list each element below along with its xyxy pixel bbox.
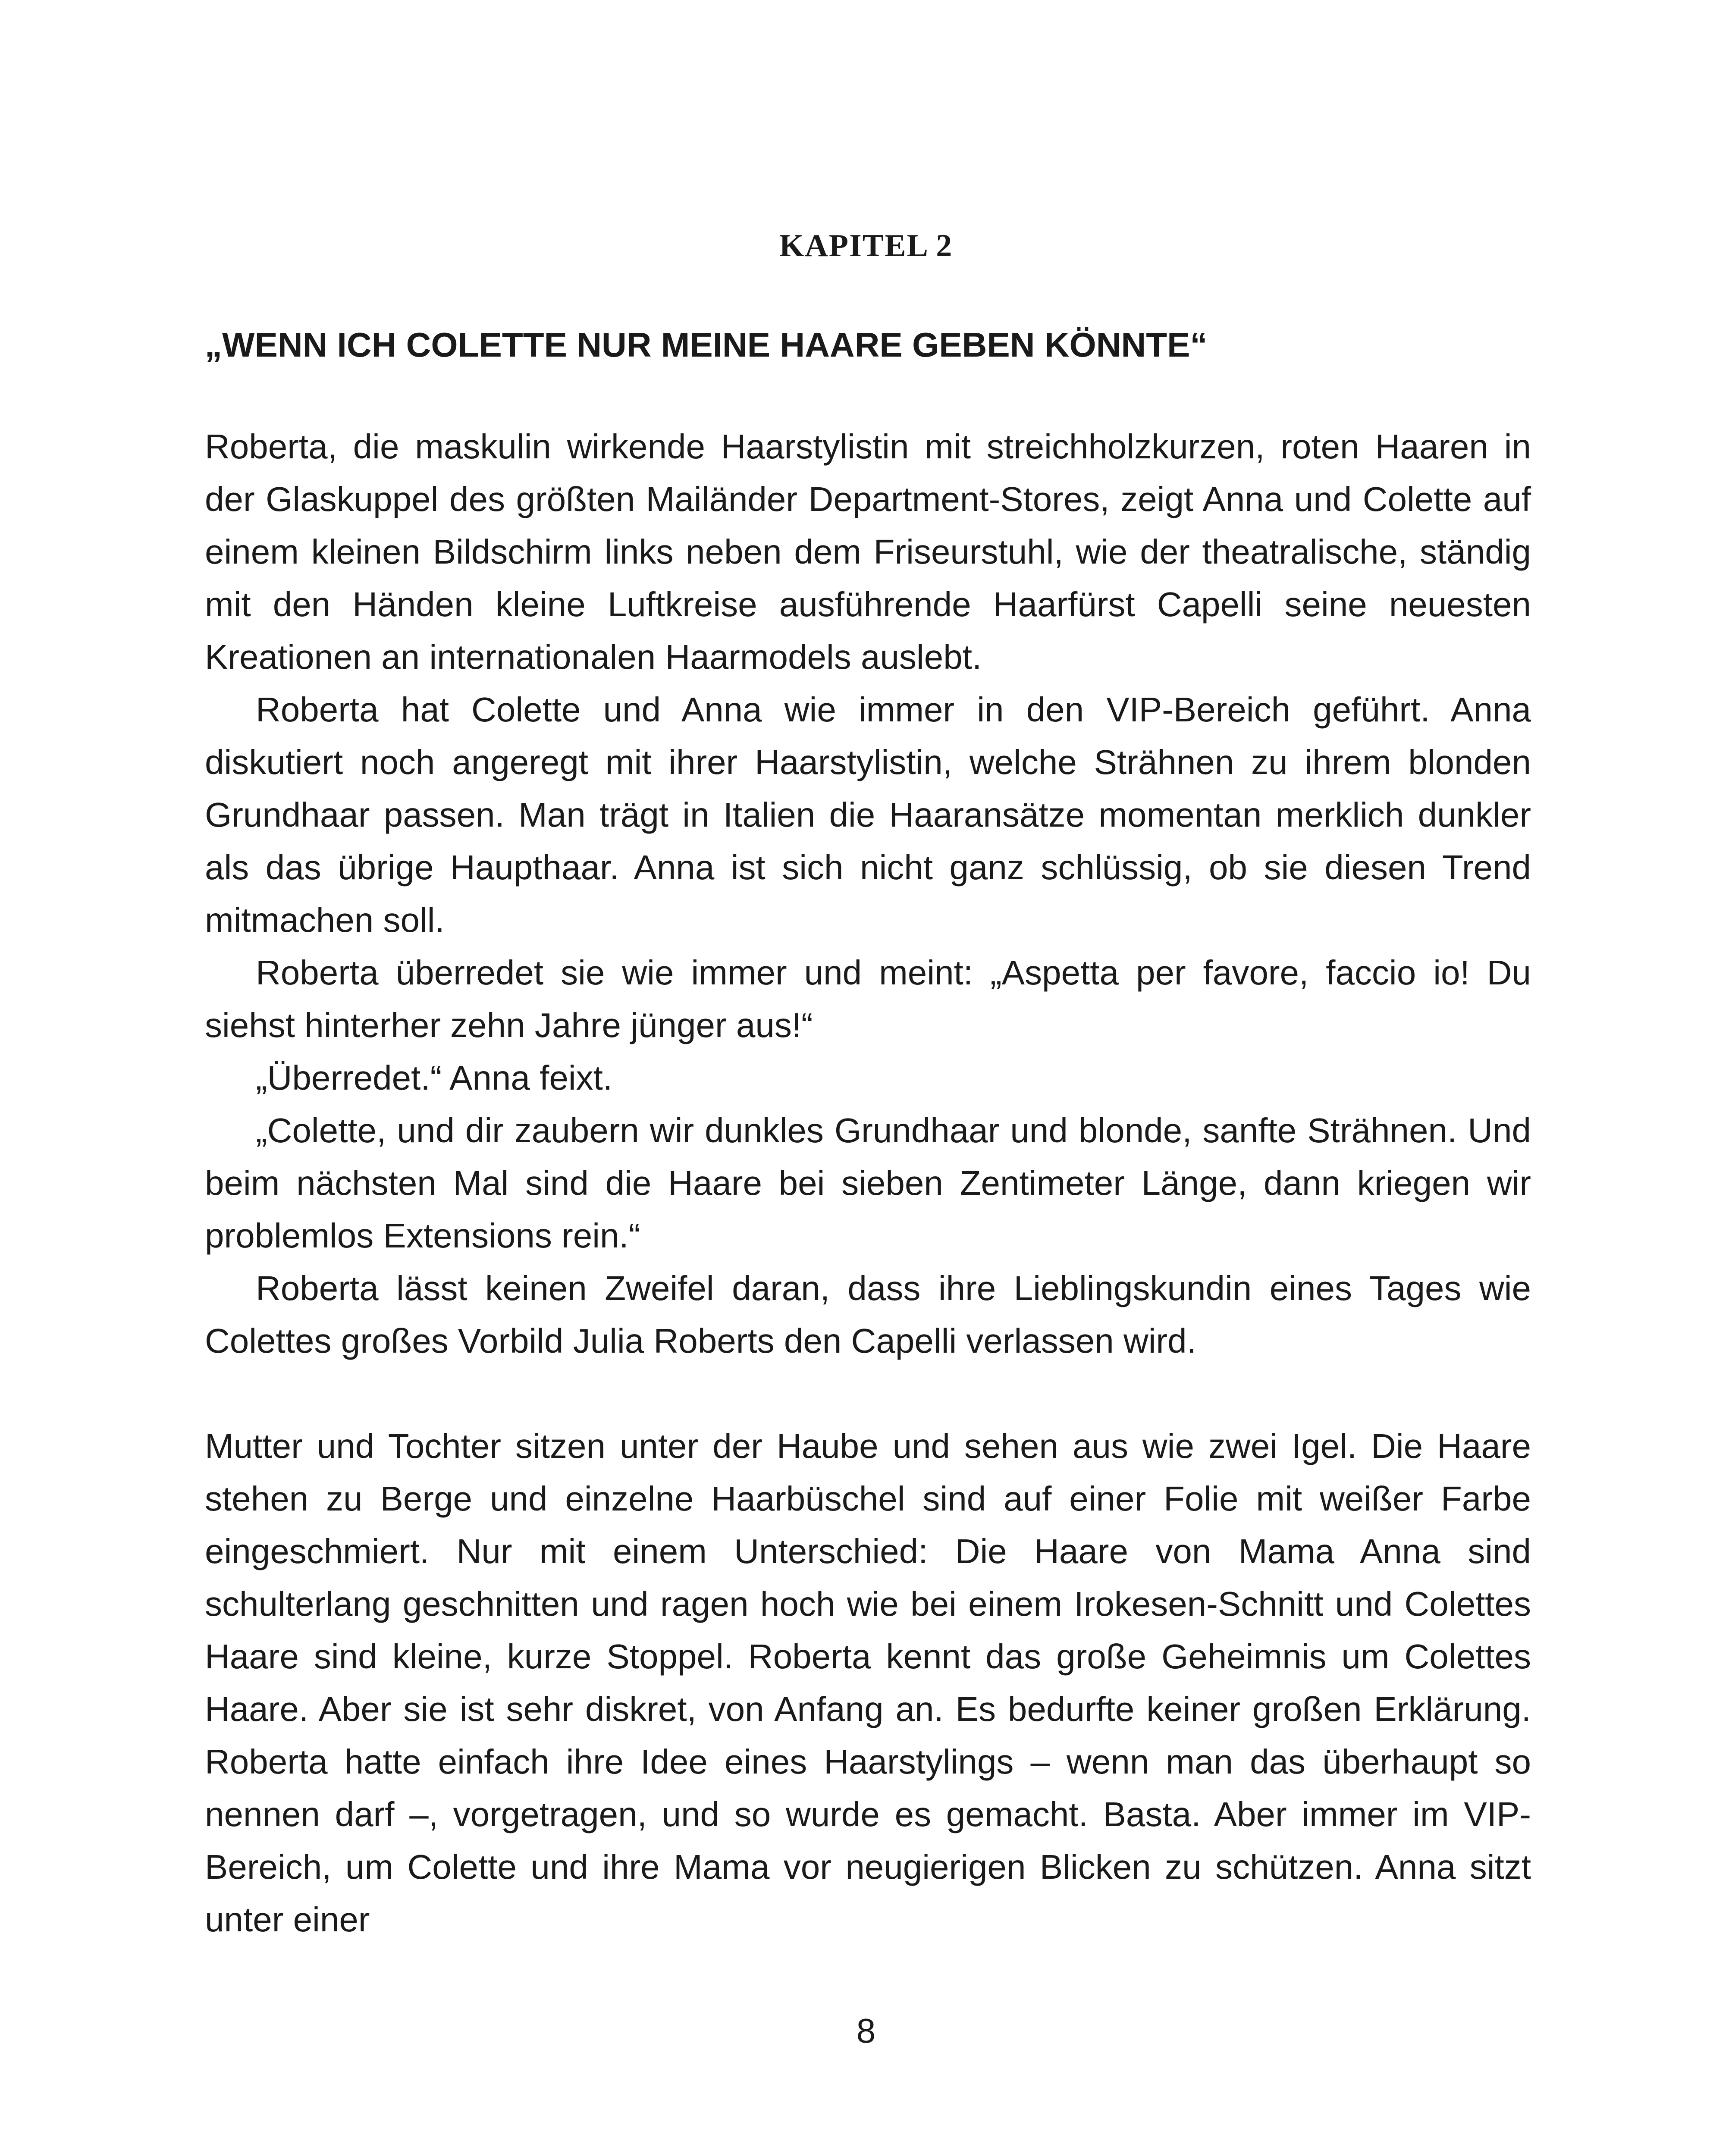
body-text <box>205 420 1531 1946</box>
paragraph-5: „Colette, und dir zaubern wir dunkles Grundhaar und blonde, sanfte Strähnen. Und beim nächsten Mal sind die Haare bei sieben Zentimeter Länge, dann kriegen wir problemlos Extensions rein.“ <box>205 1111 1531 1255</box>
page-number: 8 <box>856 2012 876 2050</box>
paragraph-1: Roberta, die maskulin wirkende Haarstylistin mit streichholzkurzen, roten Haaren in der Glaskuppel des größten Mailänder Department-Stores, zeigt Anna und Colette auf einem kleinen Bildschirm links neben dem Friseurstuhl, wie der theatralische, ständig mit den Händen kleine Luftkreise ausführende Haarfürst Capelli seine neuesten Kreationen an internationalen Haarmodels auslebt. <box>205 427 1531 676</box>
paragraph-4: „Überredet.“ Anna feixt. <box>256 1059 613 1097</box>
paragraph-6: Roberta lässt keinen Zweifel daran, dass ihre Lieblingskundin eines Tages wie Colettes großes Vorbild Julia Roberts den Capelli verlassen wird. <box>205 1269 1531 1360</box>
paragraph-7: Mutter und Tochter sitzen unter der Haube und sehen aus wie zwei Igel. Die Haare stehen zu Berge und einzelne Haarbüschel sind auf einer Folie mit weißer Farbe eingeschmiert. Nur mit einem Unterschied: Die Haare von Mama Anna sind schulterlang geschnitten und ragen hoch wie bei einem Irokesen-Schnitt und Colettes Haare sind kleine, kurze Stoppel. Roberta kennt das große Geheimnis um Colettes Haare. Aber sie ist sehr diskret, von Anfang an. Es bedurfte keiner großen Erklärung. Roberta hatte einfach ihre Idee eines Haarstylings – wenn man das überhaupt so nennen darf –, vorgetragen, und so wurde es gemacht. Basta. Aber immer im VIP-Bereich, um Colette und ihre Mama vor neugierigen Blicken zu schützen. Anna sitzt unter einer <box>205 1427 1531 1939</box>
paragraph-3: Roberta überredet sie wie immer und meint: „Aspetta per favore, faccio io! Du siehst hinterher zehn Jahre jünger aus!“ <box>205 953 1531 1044</box>
paragraph-2: Roberta hat Colette und Anna wie immer in den VIP-Bereich geführt. Anna diskutiert noch angeregt mit ihrer Haarstylistin, welche Strähnen zu ihrem blonden Grundhaar passen. Man trägt in Italien die Haaransätze momentan merklich dunkler als das übrige Haupthaar. Anna ist sich nicht ganz schlüssig, ob sie diesen Trend mitmachen soll. <box>205 690 1531 939</box>
chapter-title: „WENN ICH COLETTE NUR MEINE HAARE GEBEN KÖNNTE“ <box>205 326 1208 364</box>
chapter-label: KAPITEL 2 <box>779 228 953 263</box>
